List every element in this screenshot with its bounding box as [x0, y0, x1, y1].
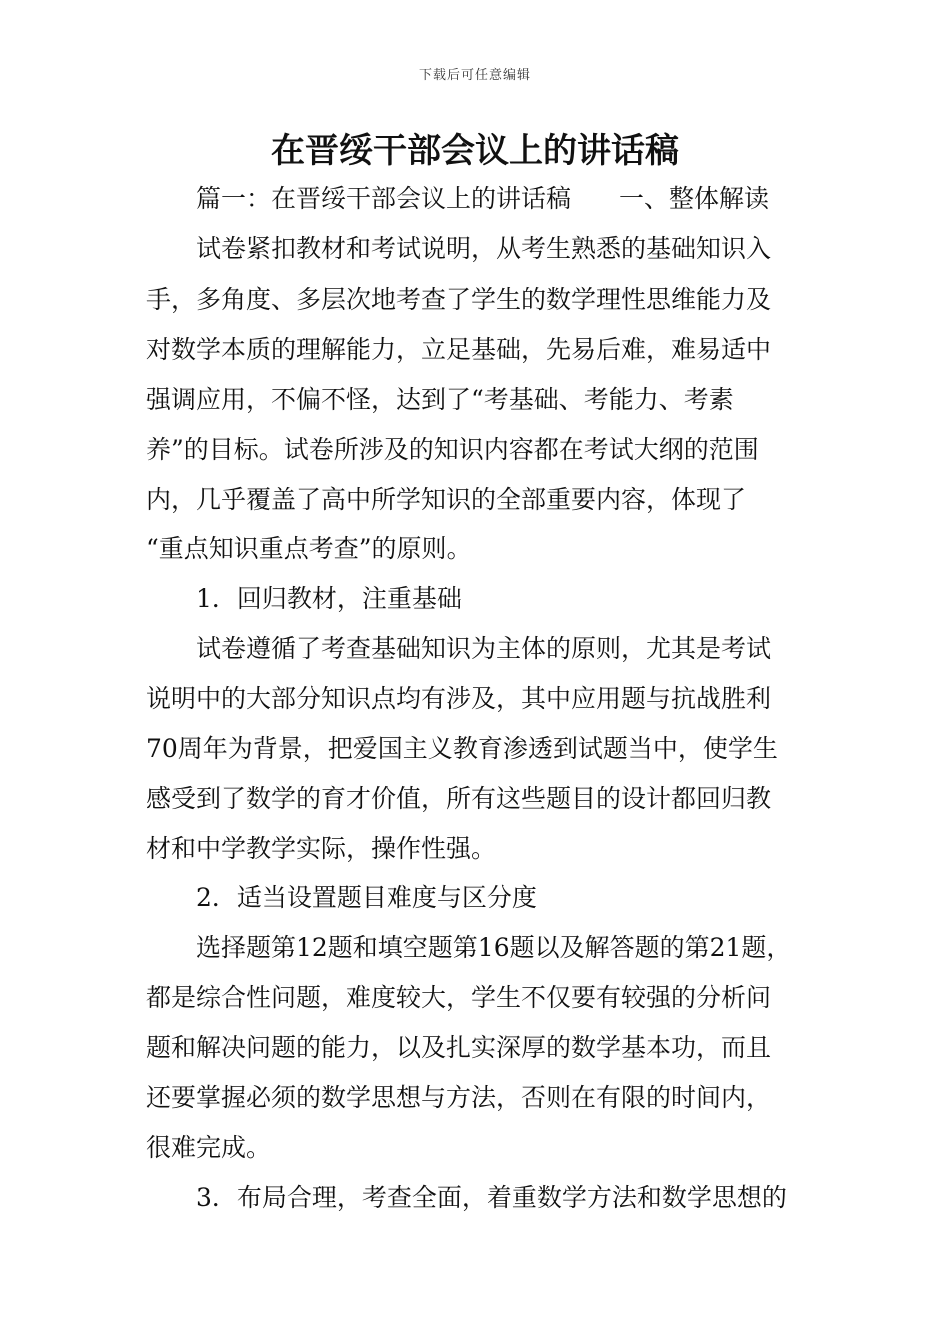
paragraph-line: 试卷紧扣教材和考试说明，从考生熟悉的基础知识入	[196, 234, 772, 263]
paragraph-line: 题和解决问题的能力，以及扎实深厚的数学基本功，而且	[146, 1033, 772, 1062]
paragraph-line: “重点知识重点考查”的原则。	[146, 534, 472, 563]
section-heading: 1．回归教材，注重基础	[196, 584, 462, 613]
paragraph-line: 70周年为背景，把爱国主义教育渗透到试题当中，使学生	[146, 734, 778, 763]
paragraph-line: 说明中的大部分知识点均有涉及，其中应用题与抗战胜利	[146, 684, 772, 713]
paragraph-line: 很难完成。	[146, 1133, 272, 1162]
paragraph-line: 还要掌握必须的数学思想与方法，否则在有限的时间内，	[146, 1083, 772, 1112]
paragraph-line: 对数学本质的理解能力，立足基础，先易后难，难易适中	[146, 335, 772, 364]
section-heading: 篇一：在晋绥干部会议上的讲话稿	[196, 184, 572, 213]
subtitle-line	[196, 182, 769, 216]
document-title: 在晋绥干部会议上的讲话稿	[271, 131, 679, 171]
paragraph-line: 养”的目标。试卷所涉及的知识内容都在考试大纲的范围	[146, 435, 759, 464]
section-subheading: 一、整体解读	[619, 184, 770, 213]
paragraph-line: 内，几乎覆盖了高中所学知识的全部重要内容，体现了	[146, 485, 747, 514]
paragraph-line: 材和中学教学实际，操作性强。	[146, 834, 497, 863]
paragraph-line: 手，多角度、多层次地考查了学生的数学理性思维能力及	[146, 285, 772, 314]
section-heading: 2．适当设置题目难度与区分度	[196, 883, 537, 912]
section-heading: 3．布局合理，考查全面，着重数学方法和数学思想的	[196, 1183, 787, 1212]
paragraph-line: 强调应用，不偏不怪，达到了“考基础、考能力、考素	[146, 385, 734, 414]
page-header-note: 下载后可任意编辑	[418, 68, 531, 83]
paragraph-line: 感受到了数学的育才价值，所有这些题目的设计都回归教	[146, 784, 772, 813]
paragraph-line: 选择题第12题和填空题第16题以及解答题的第21题，	[196, 933, 792, 962]
paragraph-line: 都是综合性问题，难度较大，学生不仅要有较强的分析问	[146, 983, 772, 1012]
paragraph-line: 试卷遵循了考查基础知识为主体的原则，尤其是考试	[196, 634, 772, 663]
